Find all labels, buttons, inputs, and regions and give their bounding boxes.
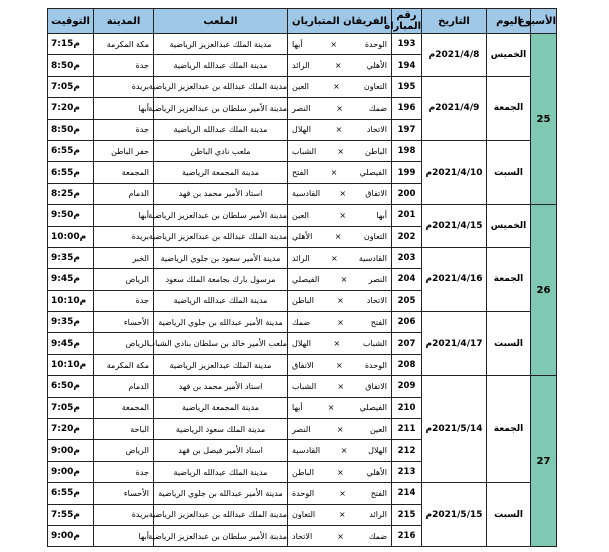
home-team: الفيصلي — [359, 403, 387, 413]
table-row — [48, 140, 557, 161]
header-time: التوقيت — [48, 9, 94, 34]
match-number: 215 — [392, 504, 422, 525]
home-team: الأهلي — [366, 467, 387, 477]
vs-mark: × — [340, 446, 348, 456]
city-name: جدة — [94, 119, 154, 140]
city-name: المجمعة — [94, 397, 154, 418]
stadium-name: مدينة الملك عبدالله الرياضية — [154, 119, 288, 140]
match-date: 2021/5/15م — [422, 483, 487, 547]
away-team: القادسية — [292, 446, 321, 456]
vs-mark: × — [327, 403, 335, 413]
home-team: القادسية — [358, 253, 387, 263]
away-team: العين — [292, 210, 310, 220]
match-number: 203 — [392, 247, 422, 268]
stadium-name: مدينة الأمير سعود بن جلوي الرياضية — [154, 247, 288, 268]
teams-cell — [288, 269, 392, 290]
teams-cell — [288, 76, 392, 97]
teams-cell — [288, 312, 392, 333]
day-name: الخميس — [487, 34, 531, 77]
vs-mark: × — [336, 424, 344, 434]
day-name: الجمعة — [487, 247, 531, 311]
kickoff-time: 9:45م — [48, 333, 94, 354]
away-team: القادسية — [292, 189, 321, 199]
table-row — [48, 34, 557, 55]
city-name: الدمام — [94, 183, 154, 204]
day-name: الجمعة — [487, 76, 531, 140]
stadium-name: مدينة الأمير سلطان بن عبدالعزيز الرياضية — [154, 205, 288, 226]
home-team: العين — [369, 424, 387, 434]
match-date: 2021/4/10م — [422, 140, 487, 204]
stadium-name: ملعب نادي الباطن — [154, 140, 288, 161]
table-row — [48, 247, 557, 268]
home-team: النصر — [368, 274, 387, 284]
home-team: ضمك — [368, 103, 387, 113]
stadium-name: ملعب الأمير خالد بن سلطان بنادي الشباب — [154, 333, 288, 354]
match-date: 2021/4/9م — [422, 76, 487, 140]
away-team: النصر — [292, 103, 311, 113]
stadium-name: مدينة الملك عبدالله بن عبدالعزيز الرياضية — [154, 504, 288, 525]
kickoff-time: 9:00م — [48, 440, 94, 461]
schedule-table — [47, 8, 557, 547]
away-team: الرائد — [292, 253, 310, 263]
stadium-name: مدينة الملك عبدالعزيز الرياضية — [154, 354, 288, 375]
away-team: الباطن — [292, 296, 314, 306]
stadium-name: مدينة الملك عبدالله الرياضية — [154, 290, 288, 311]
kickoff-time: 9:50م — [48, 205, 94, 226]
away-team: الاتحاد — [292, 531, 313, 541]
kickoff-time: 7:55م — [48, 504, 94, 525]
kickoff-time: 7:20م — [48, 98, 94, 119]
city-name: حفر الباطن — [94, 140, 154, 161]
stadium-name: مدينة المجمعة الرياضية — [154, 162, 288, 183]
teams-cell — [288, 290, 392, 311]
week-number: 27 — [531, 376, 557, 547]
kickoff-time: 7:05م — [48, 397, 94, 418]
match-date: 2021/4/15م — [422, 205, 487, 248]
away-team: ضمك — [292, 317, 311, 327]
city-name: الرياض — [94, 440, 154, 461]
home-team: الأهلي — [366, 61, 387, 71]
kickoff-time: 10:10م — [48, 354, 94, 375]
home-team: الباطن — [365, 146, 387, 156]
home-team: الاتحاد — [366, 125, 387, 135]
teams-cell — [288, 461, 392, 482]
match-number: 204 — [392, 269, 422, 290]
teams-cell — [288, 419, 392, 440]
city-name: مكة المكرمة — [94, 354, 154, 375]
teams-cell — [288, 98, 392, 119]
home-team: التعاون — [363, 82, 387, 92]
away-team: الوحدة — [292, 488, 315, 498]
match-number: 216 — [392, 525, 422, 546]
schedule-body — [48, 34, 557, 547]
city-name: جدة — [94, 290, 154, 311]
stadium-name: مدينة الأمير سلطان بن عبدالعزيز الرياضية — [154, 98, 288, 119]
city-name: أبها — [94, 205, 154, 226]
kickoff-time: 6:50م — [48, 376, 94, 397]
teams-cell — [288, 440, 392, 461]
vs-mark: × — [336, 467, 344, 477]
match-number: 213 — [392, 461, 422, 482]
teams-cell — [288, 119, 392, 140]
header-city: المدينة — [94, 9, 154, 34]
city-name: بريدة — [94, 226, 154, 247]
vs-mark: × — [340, 274, 348, 284]
table-row — [48, 312, 557, 333]
vs-mark: × — [336, 103, 343, 113]
week-number: 25 — [531, 34, 557, 205]
kickoff-time: 8:25م — [48, 183, 94, 204]
teams-cell — [288, 247, 392, 268]
header-day: اليوم — [487, 9, 531, 34]
city-name: الأحساء — [94, 312, 154, 333]
kickoff-time: 7:20م — [48, 419, 94, 440]
kickoff-time: 9:35م — [48, 247, 94, 268]
home-team: الرائد — [369, 510, 387, 520]
table-row — [48, 483, 557, 504]
kickoff-time: 6:55م — [48, 140, 94, 161]
day-name: السبت — [487, 312, 531, 376]
header-week: الأسبوع — [531, 9, 557, 34]
teams-cell — [288, 354, 392, 375]
stadium-name: مدينة الملك سعود الرياضية — [154, 419, 288, 440]
city-name: الأحساء — [94, 483, 154, 504]
match-date: 2021/4/16م — [422, 247, 487, 311]
header-match-no: رقم المباراة — [384, 10, 421, 32]
away-team: أبها — [292, 403, 303, 413]
vs-mark: × — [337, 296, 344, 306]
stadium-name: مدينة المجمعة الرياضية — [154, 397, 288, 418]
vs-mark: × — [335, 360, 343, 370]
day-name: السبت — [487, 140, 531, 204]
away-team: العين — [292, 82, 310, 92]
vs-mark: × — [333, 339, 341, 349]
match-date: 2021/4/8م — [422, 34, 487, 77]
vs-mark: × — [334, 232, 342, 242]
city-name: الرياض — [94, 269, 154, 290]
match-date: 2021/5/14م — [422, 376, 487, 483]
kickoff-time: 9:45م — [48, 269, 94, 290]
stadium-name: مدينة الملك عبدالله بن عبدالعزيز الرياضية — [154, 76, 288, 97]
vs-mark: × — [334, 61, 342, 71]
vs-mark: × — [335, 125, 343, 135]
vs-mark: × — [330, 253, 338, 263]
match-number: 198 — [392, 140, 422, 161]
home-team: الهلال — [368, 446, 387, 456]
kickoff-time: 9:00م — [48, 525, 94, 546]
city-name: الباحة — [94, 419, 154, 440]
stadium-name: مدينة الأمير سلطان بن عبدالعزيز الرياضية — [154, 525, 288, 546]
city-name: الرياض — [94, 333, 154, 354]
stadium-name: استاد الأمير فيصل بن فهد — [154, 440, 288, 461]
kickoff-time: 9:00م — [48, 461, 94, 482]
week-number: 26 — [531, 205, 557, 376]
city-name: الخبر — [94, 247, 154, 268]
kickoff-time: 6:55م — [48, 483, 94, 504]
match-number: 212 — [392, 440, 422, 461]
away-team: الاتفاق — [292, 360, 314, 370]
teams-cell — [288, 34, 392, 55]
match-number: 201 — [392, 205, 422, 226]
home-team: الشباب — [362, 339, 387, 349]
vs-mark: × — [337, 381, 345, 391]
teams-cell — [288, 333, 392, 354]
away-team: الهلال — [292, 125, 311, 135]
city-name: أبها — [94, 98, 154, 119]
home-team: الفتح — [370, 488, 387, 498]
city-name: أبها — [94, 525, 154, 546]
header-stadium: الملعب — [154, 9, 288, 34]
kickoff-time: 10:00م — [48, 226, 94, 247]
day-name: السبت — [487, 483, 531, 547]
city-name: مكة المكرمة — [94, 34, 154, 55]
home-team: الاتفاق — [365, 189, 387, 199]
away-team: الرائد — [292, 61, 310, 71]
match-number: 202 — [392, 226, 422, 247]
stadium-name: مدينة الأمير عبدالله بن جلوي الرياضية — [154, 483, 288, 504]
match-date: 2021/4/17م — [422, 312, 487, 376]
teams-cell — [288, 140, 392, 161]
match-number: 209 — [392, 376, 422, 397]
kickoff-time: 8:50م — [48, 55, 94, 76]
home-team: الوحدة — [364, 39, 387, 49]
header-teams: الفريقان المتباريان — [288, 9, 392, 34]
city-name: جدة — [94, 55, 154, 76]
vs-mark: × — [339, 210, 347, 220]
match-number: 196 — [392, 98, 422, 119]
city-name: جدة — [94, 461, 154, 482]
kickoff-time: 7:15م — [48, 34, 94, 55]
match-number: 206 — [392, 312, 422, 333]
vs-mark: × — [339, 189, 347, 199]
match-number: 197 — [392, 119, 422, 140]
vs-mark: × — [337, 146, 344, 156]
kickoff-time: 10:10م — [48, 290, 94, 311]
stadium-name: استاد الأمير محمد بن فهد — [154, 376, 288, 397]
vs-mark: × — [337, 317, 344, 327]
city-name: بريدة — [94, 504, 154, 525]
away-team: الباطن — [292, 467, 314, 477]
day-name: الجمعة — [487, 376, 531, 483]
teams-cell — [288, 504, 392, 525]
vs-mark: × — [330, 39, 338, 49]
teams-cell — [288, 525, 392, 546]
match-number: 210 — [392, 397, 422, 418]
home-team: ضمك — [368, 531, 387, 541]
away-team: الفتح — [292, 168, 309, 178]
teams-cell — [288, 205, 392, 226]
kickoff-time: 6:55م — [48, 162, 94, 183]
teams-cell — [288, 55, 392, 76]
stadium-name: مدينة الملك عبدالعزيز الرياضية — [154, 34, 288, 55]
stadium-name: مدينة الملك عبدالله بن عبدالعزيز الرياضية — [154, 226, 288, 247]
away-team: الشباب — [292, 381, 317, 391]
header-row — [48, 9, 557, 34]
away-team: الفيصلي — [292, 274, 320, 284]
away-team: التعاون — [292, 510, 316, 520]
stadium-name: مدينة الأمير عبدالله بن جلوي الرياضية — [154, 312, 288, 333]
home-team: الاتحاد — [366, 296, 387, 306]
match-number: 207 — [392, 333, 422, 354]
vs-mark: × — [339, 488, 346, 498]
home-team: الفيصلي — [359, 168, 387, 178]
stadium-name: مدينة الملك عبدالله الرياضية — [154, 55, 288, 76]
day-name: الخميس — [487, 205, 531, 248]
vs-mark: × — [330, 168, 338, 178]
home-team: أبها — [376, 210, 387, 220]
teams-cell — [288, 183, 392, 204]
city-name: المجمعة — [94, 162, 154, 183]
match-number: 193 — [392, 34, 422, 55]
teams-cell — [288, 483, 392, 504]
match-number: 211 — [392, 419, 422, 440]
kickoff-time: 9:35م — [48, 312, 94, 333]
kickoff-time: 7:05م — [48, 76, 94, 97]
teams-cell — [288, 226, 392, 247]
match-number: 194 — [392, 55, 422, 76]
home-team: التعاون — [363, 232, 387, 242]
teams-cell — [288, 376, 392, 397]
away-team: النصر — [292, 424, 311, 434]
home-team: الاتفاق — [365, 381, 387, 391]
home-team: الفتح — [370, 317, 387, 327]
vs-mark: × — [333, 82, 340, 92]
away-team: أبها — [292, 39, 303, 49]
away-team: الهلال — [292, 339, 311, 349]
teams-cell — [288, 397, 392, 418]
teams-cell — [288, 162, 392, 183]
match-number: 195 — [392, 76, 422, 97]
match-number: 214 — [392, 483, 422, 504]
vs-mark: × — [337, 531, 344, 541]
city-name: بريدة — [94, 76, 154, 97]
table-row — [48, 376, 557, 397]
home-team: الوحدة — [364, 360, 387, 370]
away-team: الأهلي — [292, 232, 313, 242]
table-row — [48, 205, 557, 226]
stadium-name: مرسول بارك بجامعة الملك سعود — [154, 269, 288, 290]
match-number: 205 — [392, 290, 422, 311]
match-number: 200 — [392, 183, 422, 204]
match-number: 208 — [392, 354, 422, 375]
kickoff-time: 8:50م — [48, 119, 94, 140]
match-number: 199 — [392, 162, 422, 183]
away-team: الشباب — [292, 146, 317, 156]
header-date: التاريخ — [422, 9, 487, 34]
city-name: الدمام — [94, 376, 154, 397]
stadium-name: مدينة الملك عبدالله الرياضية — [154, 461, 288, 482]
vs-mark: × — [338, 510, 346, 520]
table-row — [48, 76, 557, 97]
stadium-name: استاد الأمير محمد بن فهد — [154, 183, 288, 204]
